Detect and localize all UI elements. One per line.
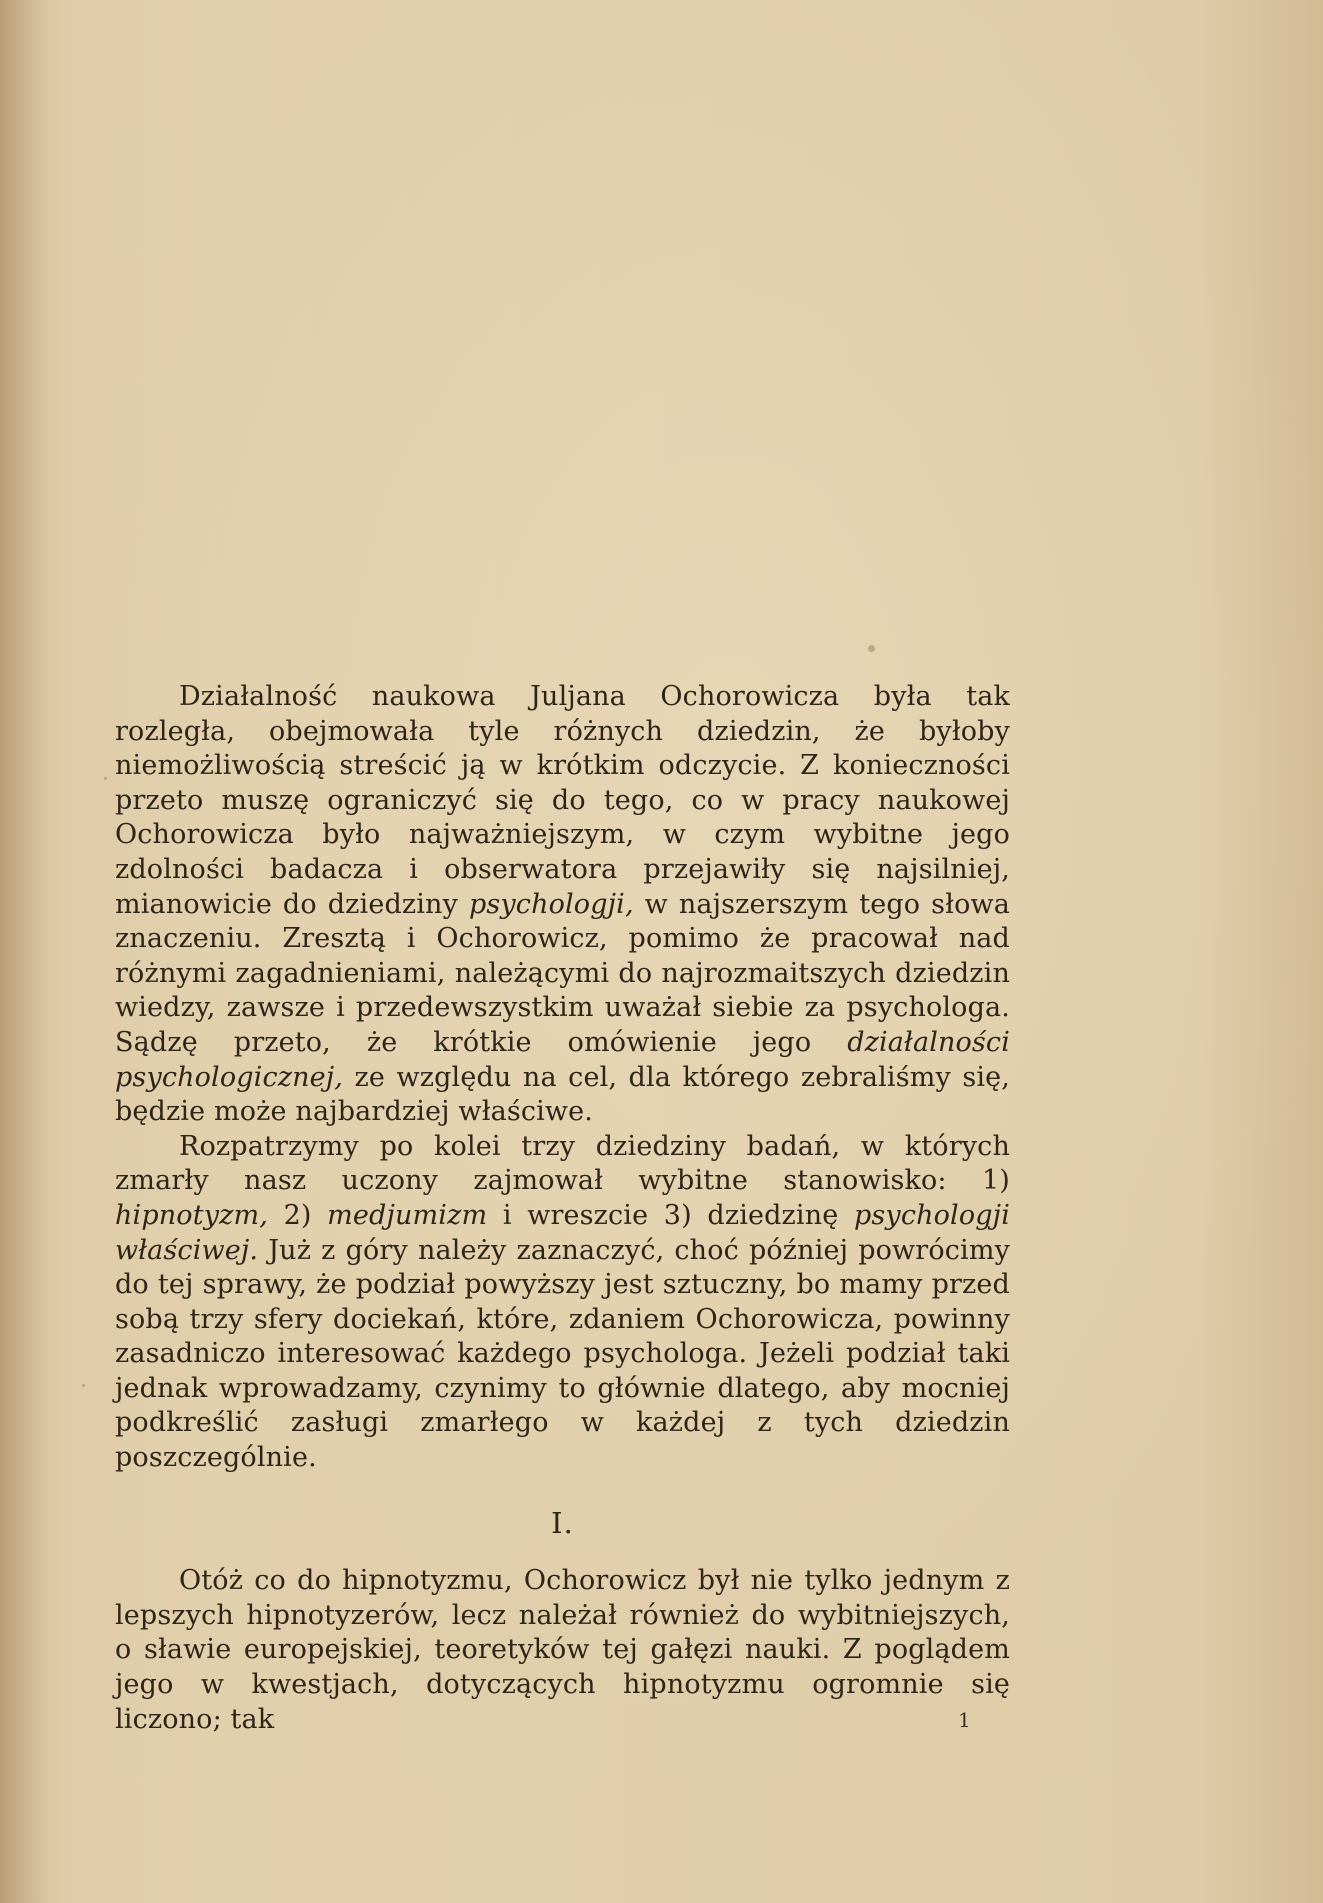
italic-term: działalności psychologicznej,: [115, 1026, 1010, 1093]
text-run: Już z góry należy zaznaczyć, choć później powrócimy do tej sprawy, że podział powyższy jest sztuczny, bo mamy przed sobą trzy sfery dociekań, które, zdaniem Ochorowicza, powinny zasadniczo interesować każdego psychologa. Jeżeli podział taki jednak wprowadzamy, czynimy to głównie dlatego, aby mocniej podkreślić zasługi zmarłego w każdej z tych dziedzin poszczególnie.: [115, 1234, 1010, 1474]
text-run: 2): [267, 1199, 328, 1231]
paragraph-1: [115, 680, 1010, 1130]
text-run: i wreszcie 3) dziedzinę: [487, 1199, 854, 1231]
text-run: ze względu na cel, dla którego zebraliśmy się, będzie może najbardziej właściwe.: [115, 1061, 1010, 1128]
paragraph-2: [115, 1130, 1010, 1476]
text-run: w najszerszym tego słowa znaczeniu. Zresztą i Ochorowicz, pomimo że pracował nad różnymi zagadnieniami, należącymi do najrozmaitszych dziedzin wiedzy, zawsze i przedewszystkim uważał siebie za psychologa. Sądzę przeto, że krótkie omówienie jego: [115, 888, 1010, 1058]
show-through-text: [120, 190, 1020, 650]
ink-speck: [868, 645, 875, 652]
spine-shadow: [0, 0, 46, 1903]
section-heading: I.: [551, 1505, 574, 1540]
text-run: Otóż co do hipnotyzmu, Ochorowicz był nie tylko jednym z lepszych hipnotyzerów, lecz należał również do wybitniejszych, o sławie europejskiej, teoretyków tej gałęzi nauki. Z poglądem jego w kwestjach, dotyczących hipnotyzmu ogromnie się liczono; tak: [115, 1565, 1010, 1735]
body-text: [115, 680, 1010, 1737]
ink-speck: [82, 1384, 85, 1387]
ink-speck: [104, 777, 107, 780]
italic-term: medjumizm: [327, 1199, 488, 1231]
paragraph-3: [115, 1564, 1010, 1737]
text-run: Działalność naukowa Juljana Ochorowicza była tak rozległa, obejmowała tyle różnych dziedzin, że byłoby niemożliwością streścić ją w krótkim odczycie. Z konieczności przeto muszę ograniczyć się do tego, co w pracy naukowej Ochorowicza było najważniejszym, w czym wybitne jego zdolności badacza i obserwatora przejawiły się najsilniej, mianowicie do dziedziny: [115, 681, 1010, 920]
page-number: 1: [958, 1708, 971, 1732]
italic-term: psychologji właściwej.: [115, 1199, 1010, 1266]
italic-term: psychologji,: [468, 888, 634, 920]
text-run: Rozpatrzymy po kolei trzy dziedziny badań, w których zmarły nasz uczony zajmował wybitne stanowisko: 1): [115, 1130, 1010, 1197]
italic-term: hipnotyzm,: [115, 1199, 268, 1231]
